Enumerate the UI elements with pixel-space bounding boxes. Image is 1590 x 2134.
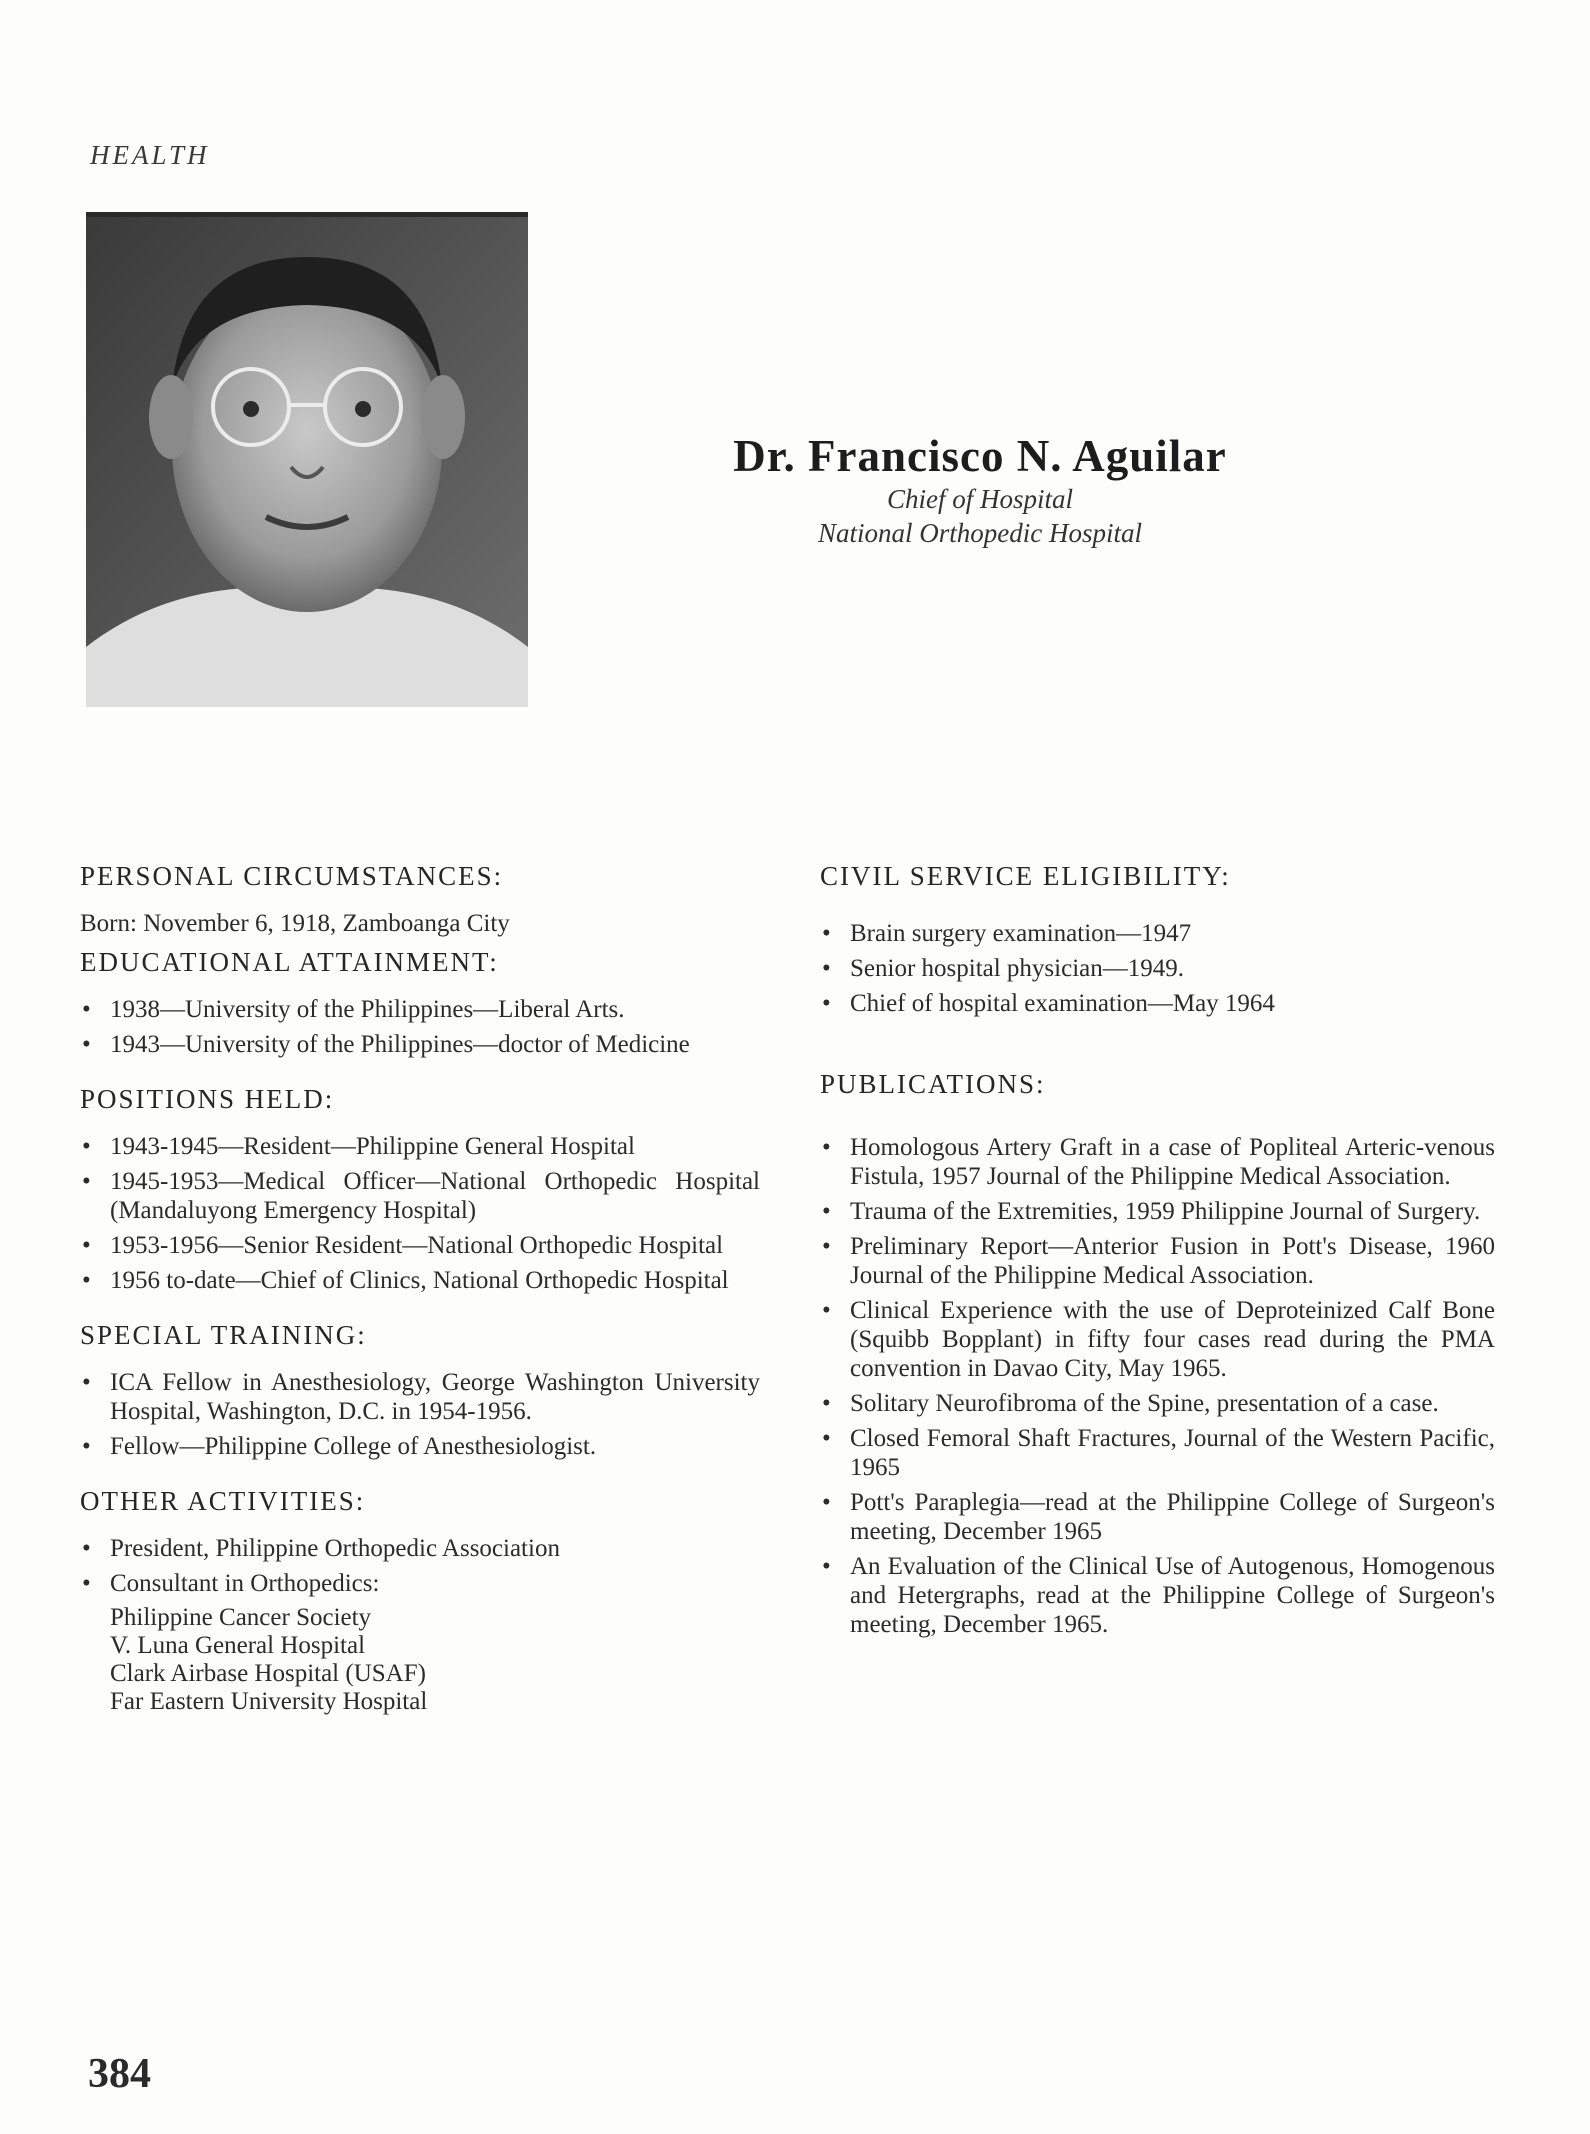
- education-list: [80, 995, 760, 1059]
- civil-service-list: [820, 919, 1495, 1018]
- right-column: [820, 862, 1495, 1645]
- activities-heading: OTHER ACTIVITIES:: [80, 1486, 366, 1516]
- born-line: Born: November 6, 1918, Zamboanga City: [80, 910, 510, 937]
- training-heading: SPECIAL TRAINING:: [80, 1320, 367, 1350]
- list-item: • Clinical Experience with the use of Deproteinized Calf Bone (Squibb Bopplant) in fifty four cases read during the PMA convention in Davao City, May 1965.: [820, 1296, 1495, 1383]
- left-column: [80, 862, 760, 1716]
- list-item: • 1938—University of the Philippines—Liberal Arts.: [80, 995, 760, 1024]
- list-item: • Preliminary Report—Anterior Fusion in Pott's Disease, 1960 Journal of the Philippine Medical Association.: [820, 1232, 1495, 1290]
- list-item: • An Evaluation of the Clinical Use of Autogenous, Homogenous and Hetergraphs, read at the Philippine College of Surgeon's meeting, December 1965.: [820, 1552, 1495, 1639]
- training-list: [80, 1368, 760, 1461]
- positions-list: [80, 1132, 760, 1295]
- list-item: • Consultant in Orthopedics:: [80, 1569, 760, 1598]
- positions-heading: POSITIONS HELD:: [80, 1084, 335, 1114]
- portrait-image: [86, 217, 528, 707]
- consultant-line: Philippine Cancer Society: [110, 1604, 372, 1631]
- portrait-photo: [86, 212, 528, 707]
- job-title: Chief of Hospital: [886, 484, 1073, 514]
- consultant-line: Clark Airbase Hospital (USAF): [110, 1660, 426, 1687]
- consultant-list: [80, 1604, 760, 1716]
- list-item: • President, Philippine Orthopedic Association: [80, 1534, 760, 1563]
- list-item: • Fellow—Philippine College of Anesthesiologist.: [80, 1432, 760, 1461]
- person-name: Dr. Francisco N. Aguilar: [733, 431, 1227, 481]
- consultant-line: Far Eastern University Hospital: [110, 1688, 428, 1715]
- list-item: • Closed Femoral Shaft Fractures, Journal of the Western Pacific, 1965: [820, 1424, 1495, 1482]
- list-item: • Brain surgery examination—1947: [820, 919, 1495, 948]
- list-item: • 1943—University of the Philippines—doctor of Medicine: [80, 1030, 760, 1059]
- publications-list: [820, 1133, 1495, 1639]
- consultant-line: V. Luna General Hospital: [110, 1632, 366, 1659]
- list-item: • 1953-1956—Senior Resident—National Orthopedic Hospital: [80, 1231, 760, 1260]
- list-item: • Senior hospital physician—1949.: [820, 954, 1495, 983]
- list-item: • Pott's Paraplegia—read at the Philippine College of Surgeon's meeting, December 1965: [820, 1488, 1495, 1546]
- publications-heading: PUBLICATIONS:: [820, 1069, 1046, 1099]
- list-item: • 1956 to-date—Chief of Clinics, National Orthopedic Hospital: [80, 1266, 760, 1295]
- personal-heading: PERSONAL CIRCUMSTANCES:: [80, 861, 504, 891]
- civil-service-heading: CIVIL SERVICE ELIGIBILITY:: [820, 861, 1231, 891]
- list-item: • 1943-1945—Resident—Philippine General Hospital: [80, 1132, 760, 1161]
- institution: National Orthopedic Hospital: [818, 518, 1142, 548]
- list-item: • Solitary Neurofibroma of the Spine, presentation of a case.: [820, 1389, 1495, 1418]
- list-item: • ICA Fellow in Anesthesiology, George Washington University Hospital, Washington, D.C. in 1954-1956.: [80, 1368, 760, 1426]
- list-item: • 1945-1953—Medical Officer—National Orthopedic Hospital (Mandaluyong Emergency Hospital): [80, 1167, 760, 1225]
- education-heading: EDUCATIONAL ATTAINMENT:: [80, 947, 499, 977]
- list-item: • Trauma of the Extremities, 1959 Philippine Journal of Surgery.: [820, 1197, 1495, 1226]
- list-item: • Homologous Artery Graft in a case of Popliteal Arteric-venous Fistula, 1957 Journal of the Philippine Medical Association.: [820, 1133, 1495, 1191]
- activities-list: [80, 1534, 760, 1598]
- section-tag: HEALTH: [90, 140, 210, 170]
- profile-header: [720, 430, 1240, 550]
- list-item: • Chief of hospital examination—May 1964: [820, 989, 1495, 1018]
- page-number: 384: [88, 2051, 151, 2097]
